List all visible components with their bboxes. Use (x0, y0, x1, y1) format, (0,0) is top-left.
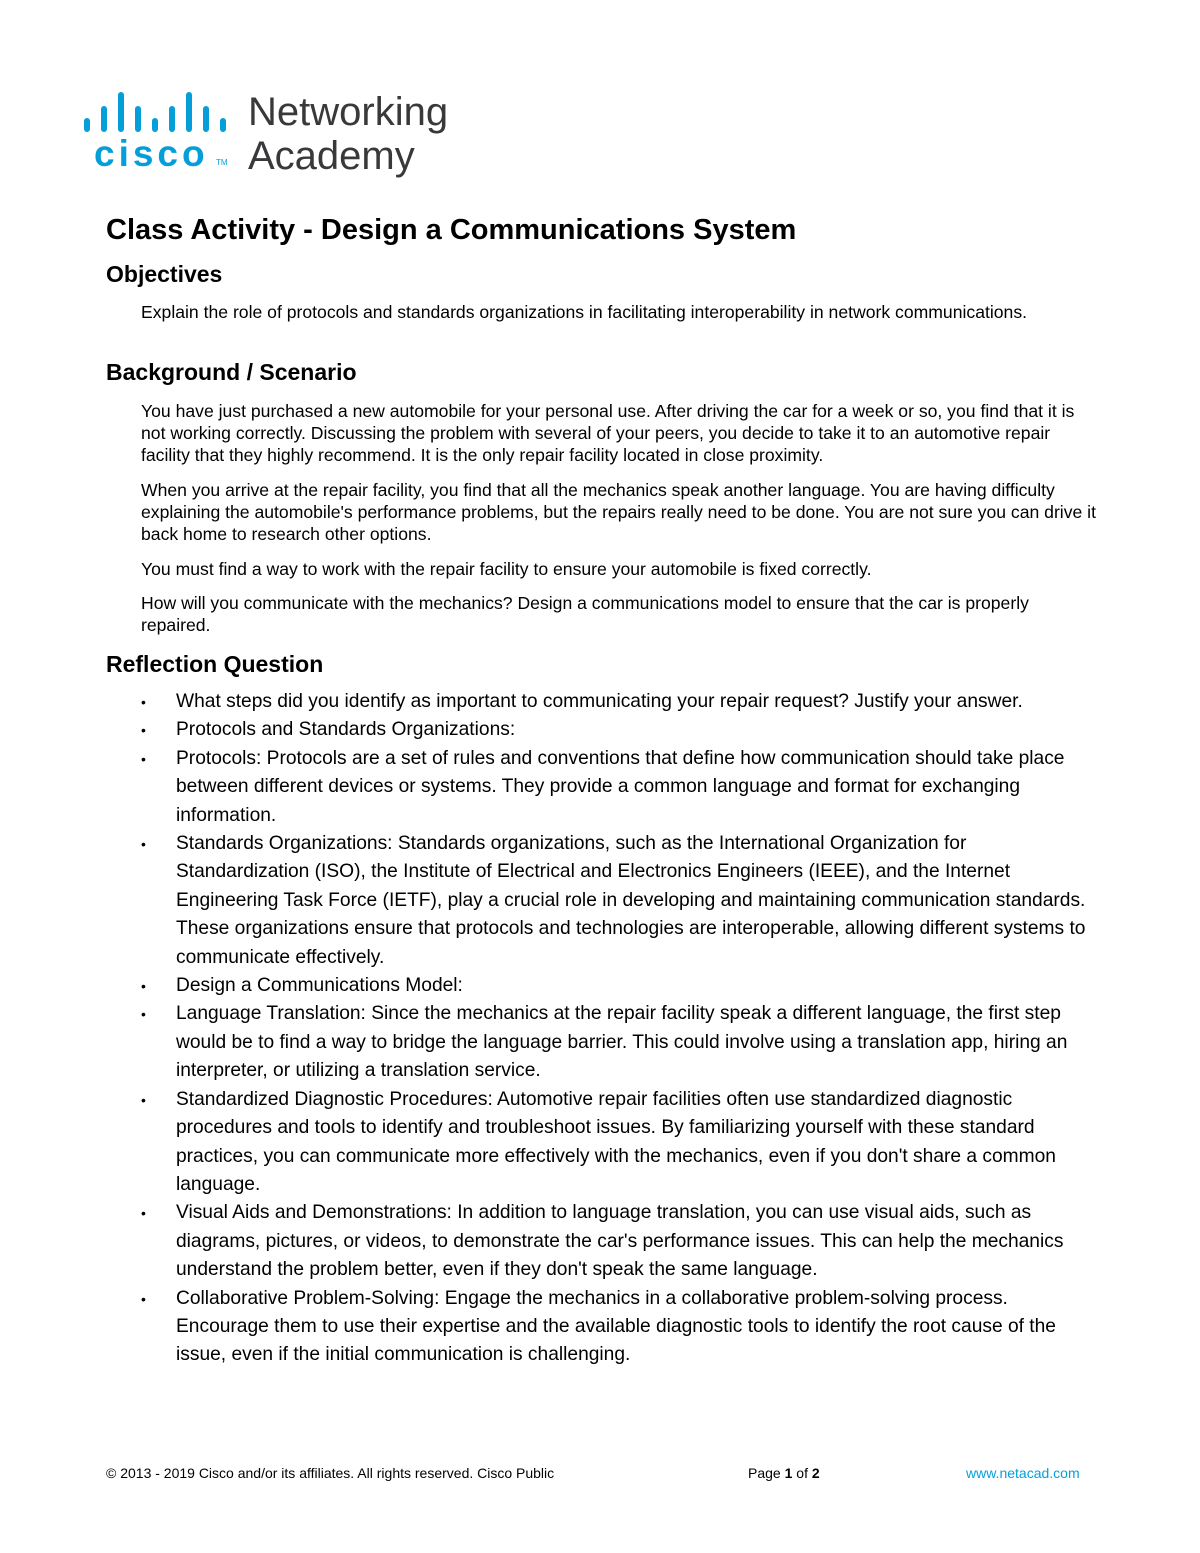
background-paragraph-3: You must find a way to work with the repair facility to ensure your automobile is fixed correctly. (141, 559, 872, 579)
list-item (141, 1086, 1086, 1200)
background-paragraph-2: When you arrive at the repair facility, you find that all the mechanics speak another language. You are having difficulty explaining the automobile's performance problems, but the repairs really need to be done. You are not sure you can drive it back home to research other options. (141, 480, 1096, 544)
list-item-text: Collaborative Problem-Solving: Engage the mechanics in a collaborative problem-solving process. Encourage them to use their expertise and the available diagnostic tools to identify the root cause of the issue, even if the initial communication is challenging. (176, 1287, 1056, 1366)
list-item (141, 745, 1086, 830)
trademark-mark: TM (216, 158, 228, 167)
cisco-wordmark: cisco (94, 133, 209, 174)
list-item (141, 716, 1086, 744)
logo-networking-text: Networking (248, 90, 449, 134)
bullet: • (141, 750, 146, 767)
list-item (141, 830, 1086, 972)
list-item (141, 1199, 1086, 1284)
page-total: 2 (811, 1465, 820, 1481)
list-item-text: Standardized Diagnostic Procedures: Automotive repair facilities often use standardized diagnostic procedures and tools to identify and troubleshoot issues. By familiarizing yourself with these standard practices, you can communicate more effectively with the mechanics, even if you don't share a common language. (176, 1088, 1056, 1195)
list-item-text: What steps did you identify as important to communicating your repair request? Justify your answer. (176, 691, 1023, 712)
page-mid: of (792, 1465, 812, 1481)
footer-page-number (748, 1464, 820, 1482)
objectives-heading: Objectives (106, 261, 223, 287)
list-item (141, 972, 1086, 1000)
list-item (141, 1000, 1086, 1085)
list-item-text: Standards Organizations: Standards organizations, such as the International Organization for Standardization (ISO), the Institute of Electrical and Electronics Engineers (IEEE), and the Internet Engineering Task Force (IETF), play a crucial role in developing and maintaining communication standards. These organizations ensure that protocols and technologies are interoperable, allowing different systems to communicate effectively. (176, 833, 1086, 968)
list-item-text: Design a Communications Model: (176, 975, 463, 997)
logo-academy-text: Academy (248, 134, 415, 178)
list-item-text: Visual Aids and Demonstrations: In addition to language translation, you can use visual aids, such as diagrams, pictures, or videos, to demonstrate the car's performance issues. This can help the mechanics understand the problem better, even if they don't speak the same language. (176, 1202, 1064, 1281)
background-paragraph-1: You have just purchased a new automobile for your personal use. After driving the car for a week or so, you find that it is not working correctly. Discussing the problem with several of your peers, you decide to take it to an automotive repair facility that they highly recommend. It is the only repair facility located in close proximity. (141, 401, 1075, 465)
cisco-bars-icon (84, 88, 224, 132)
background-heading: Background / Scenario (106, 359, 357, 385)
bullet: • (141, 1290, 146, 1307)
bullet: • (141, 978, 146, 995)
bullet: • (141, 694, 146, 710)
footer-website-link[interactable]: www.netacad.com (966, 1465, 1080, 1481)
bullet: • (141, 722, 146, 739)
list-item-text: Protocols: Protocols are a set of rules and conventions that define how communication should take place between different devices or systems. They provide a common language and format for exchanging information. (176, 747, 1065, 826)
bullet: • (141, 1091, 146, 1108)
list-item-text: Protocols and Standards Organizations: (176, 719, 516, 741)
bullet: • (141, 1006, 146, 1023)
list-item-text: Language Translation: Since the mechanics at the repair facility speak a different language, the first step would be to find a way to bridge the language barrier. This could involve using a translation app, hiring an interpreter, or utilizing a translation service. (176, 1003, 1068, 1082)
reflection-list (141, 688, 1086, 1370)
list-item (141, 1285, 1086, 1370)
reflection-heading: Reflection Question (106, 651, 324, 677)
bullet: • (141, 836, 146, 853)
objectives-text: Explain the role of protocols and standards organizations in facilitating interoperability in network communications. (141, 302, 1028, 322)
page-prefix: Page (748, 1465, 785, 1481)
bullet: • (141, 1205, 146, 1222)
page-current: 1 (784, 1465, 793, 1481)
footer-copyright: © 2013 - 2019 Cisco and/or its affiliates. All rights reserved. Cisco Public (106, 1465, 555, 1481)
cisco-networking-academy-logo (80, 88, 480, 188)
list-item (141, 688, 1086, 716)
background-paragraph-4: How will you communicate with the mechanics? Design a communications model to ensure that the car is properly repaired. (141, 593, 1029, 635)
document-title: Class Activity - Design a Communications System (106, 214, 797, 246)
